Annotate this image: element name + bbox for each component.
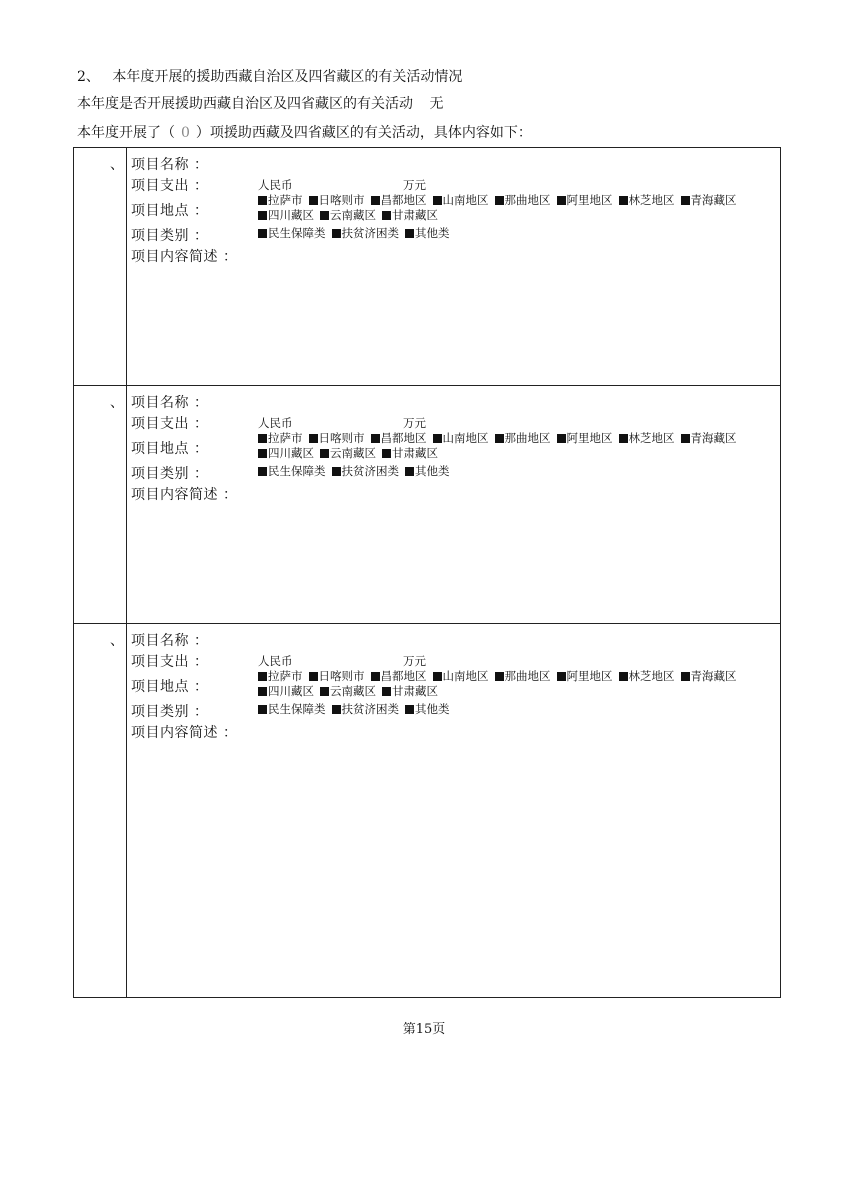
location-option[interactable]: 林芝地区 xyxy=(619,431,675,446)
location-option[interactable]: 日喀则市 xyxy=(309,669,365,684)
item-mark: 、 xyxy=(110,157,124,173)
category-option[interactable]: 其他类 xyxy=(405,464,450,479)
project-block xyxy=(74,386,780,624)
category-option[interactable]: 民生保障类 xyxy=(258,464,326,479)
project-description-label: 项目内容简述 ： xyxy=(131,487,238,503)
project-expense-label: 项目支出 ： xyxy=(131,178,209,194)
section-number: 2、 xyxy=(77,69,100,85)
checkbox-icon xyxy=(433,672,442,681)
location-option[interactable]: 拉萨市 xyxy=(258,431,303,446)
checkbox-icon xyxy=(405,705,414,714)
unit-text: 万元 xyxy=(403,416,426,430)
location-option[interactable]: 林芝地区 xyxy=(619,669,675,684)
question-answer: 无 xyxy=(429,96,444,112)
location-option[interactable]: 昌都地区 xyxy=(371,193,427,208)
location-option[interactable]: 山南地区 xyxy=(433,669,489,684)
project-block xyxy=(74,624,780,997)
location-option[interactable]: 林芝地区 xyxy=(619,193,675,208)
location-option[interactable]: 青海藏区 xyxy=(681,431,737,446)
location-option[interactable]: 日喀则市 xyxy=(309,431,365,446)
category-options xyxy=(258,464,778,479)
project-location-label: 项目地点 ： xyxy=(131,441,209,457)
checkbox-icon xyxy=(382,687,391,696)
project-location-label: 项目地点 ： xyxy=(131,679,209,695)
location-options xyxy=(258,431,778,461)
count-prefix: 本年度开展了（ xyxy=(77,125,175,141)
checkbox-icon xyxy=(309,196,318,205)
currency-text: 人民币 xyxy=(258,654,293,668)
checkbox-icon xyxy=(619,672,628,681)
checkbox-icon xyxy=(258,196,267,205)
location-option[interactable]: 甘肃藏区 xyxy=(382,684,438,699)
checkbox-icon xyxy=(320,211,329,220)
project-category-label: 项目类别 ： xyxy=(131,228,209,244)
location-option[interactable]: 日喀则市 xyxy=(309,193,365,208)
page-number: 第15页 xyxy=(402,1022,446,1037)
item-mark: 、 xyxy=(110,395,124,411)
checkbox-icon xyxy=(371,434,380,443)
column-divider xyxy=(126,148,127,385)
location-option[interactable]: 山南地区 xyxy=(433,431,489,446)
project-description-label: 项目内容简述 ： xyxy=(131,725,238,741)
location-option[interactable]: 那曲地区 xyxy=(495,669,551,684)
category-option[interactable]: 扶贫济困类 xyxy=(332,464,400,479)
checkbox-icon xyxy=(258,211,267,220)
location-option[interactable]: 阿里地区 xyxy=(557,669,613,684)
checkbox-icon xyxy=(681,672,690,681)
category-option[interactable]: 民生保障类 xyxy=(258,702,326,717)
checkbox-icon xyxy=(258,229,267,238)
checkbox-icon xyxy=(557,196,566,205)
checkbox-icon xyxy=(405,229,414,238)
checkbox-icon xyxy=(405,467,414,476)
checkbox-icon xyxy=(258,687,267,696)
location-option[interactable]: 那曲地区 xyxy=(495,431,551,446)
checkbox-icon xyxy=(332,229,341,238)
checkbox-icon xyxy=(309,434,318,443)
location-option[interactable]: 甘肃藏区 xyxy=(382,446,438,461)
location-option[interactable]: 四川藏区 xyxy=(258,208,314,223)
checkbox-icon xyxy=(258,434,267,443)
project-category-label: 项目类别 ： xyxy=(131,466,209,482)
checkbox-icon xyxy=(320,687,329,696)
section-title: 本年度开展的援助西藏自治区及四省藏区的有关活动情况 xyxy=(112,69,463,85)
location-option[interactable]: 云南藏区 xyxy=(320,208,376,223)
location-option[interactable]: 阿里地区 xyxy=(557,431,613,446)
checkbox-icon xyxy=(681,434,690,443)
currency-text: 人民币 xyxy=(258,178,293,192)
location-options xyxy=(258,669,778,699)
checkbox-icon xyxy=(320,449,329,458)
location-option[interactable]: 云南藏区 xyxy=(320,446,376,461)
checkbox-icon xyxy=(433,434,442,443)
checkbox-icon xyxy=(258,705,267,714)
location-option[interactable]: 拉萨市 xyxy=(258,669,303,684)
question-text: 本年度是否开展援助西藏自治区及四省藏区的有关活动 xyxy=(77,96,413,112)
category-option[interactable]: 扶贫济困类 xyxy=(332,226,400,241)
checkbox-icon xyxy=(258,672,267,681)
location-option[interactable]: 青海藏区 xyxy=(681,193,737,208)
location-option[interactable]: 青海藏区 xyxy=(681,669,737,684)
project-location-label: 项目地点 ： xyxy=(131,203,209,219)
checkbox-icon xyxy=(557,672,566,681)
checkbox-icon xyxy=(619,196,628,205)
section-heading xyxy=(77,66,462,86)
category-options xyxy=(258,226,778,241)
checkbox-icon xyxy=(382,211,391,220)
count-suffix: ）项援助西藏及四省藏区的有关活动，具体内容如下： xyxy=(195,125,532,141)
category-option[interactable]: 扶贫济困类 xyxy=(332,702,400,717)
location-option[interactable]: 山南地区 xyxy=(433,193,489,208)
checkbox-icon xyxy=(382,449,391,458)
location-option[interactable]: 昌都地区 xyxy=(371,431,427,446)
location-option[interactable]: 四川藏区 xyxy=(258,446,314,461)
count-line xyxy=(77,122,532,142)
checkbox-icon xyxy=(332,467,341,476)
checkbox-icon xyxy=(332,705,341,714)
location-options xyxy=(258,193,778,223)
project-category-label: 项目类别 ： xyxy=(131,704,209,720)
checkbox-icon xyxy=(258,467,267,476)
location-option[interactable]: 阿里地区 xyxy=(557,193,613,208)
count-value: 0 xyxy=(181,125,190,141)
location-option[interactable]: 云南藏区 xyxy=(320,684,376,699)
project-name-label: 项目名称 ： xyxy=(131,157,209,173)
checkbox-icon xyxy=(495,672,504,681)
column-divider xyxy=(126,624,127,997)
project-name-label: 项目名称 ： xyxy=(131,395,209,411)
project-form-table xyxy=(73,147,781,998)
column-divider xyxy=(126,386,127,623)
location-option[interactable]: 那曲地区 xyxy=(495,193,551,208)
project-name-label: 项目名称 ： xyxy=(131,633,209,649)
location-option[interactable]: 拉萨市 xyxy=(258,193,303,208)
checkbox-icon xyxy=(371,196,380,205)
category-option[interactable]: 其他类 xyxy=(405,702,450,717)
currency-text: 人民币 xyxy=(258,416,293,430)
project-expense-label: 项目支出 ： xyxy=(131,654,209,670)
checkbox-icon xyxy=(258,449,267,458)
checkbox-icon xyxy=(371,672,380,681)
checkbox-icon xyxy=(681,196,690,205)
category-option[interactable]: 民生保障类 xyxy=(258,226,326,241)
checkbox-icon xyxy=(557,434,566,443)
checkbox-icon xyxy=(495,434,504,443)
category-option[interactable]: 其他类 xyxy=(405,226,450,241)
location-option[interactable]: 四川藏区 xyxy=(258,684,314,699)
checkbox-icon xyxy=(433,196,442,205)
location-option[interactable]: 昌都地区 xyxy=(371,669,427,684)
project-description-label: 项目内容简述 ： xyxy=(131,249,238,265)
unit-text: 万元 xyxy=(403,654,426,668)
checkbox-icon xyxy=(495,196,504,205)
project-block xyxy=(74,148,780,386)
question-line xyxy=(77,93,443,113)
category-options xyxy=(258,702,778,717)
unit-text: 万元 xyxy=(403,178,426,192)
project-expense-label: 项目支出 ： xyxy=(131,416,209,432)
checkbox-icon xyxy=(309,672,318,681)
checkbox-icon xyxy=(619,434,628,443)
item-mark: 、 xyxy=(110,633,124,649)
location-option[interactable]: 甘肃藏区 xyxy=(382,208,438,223)
